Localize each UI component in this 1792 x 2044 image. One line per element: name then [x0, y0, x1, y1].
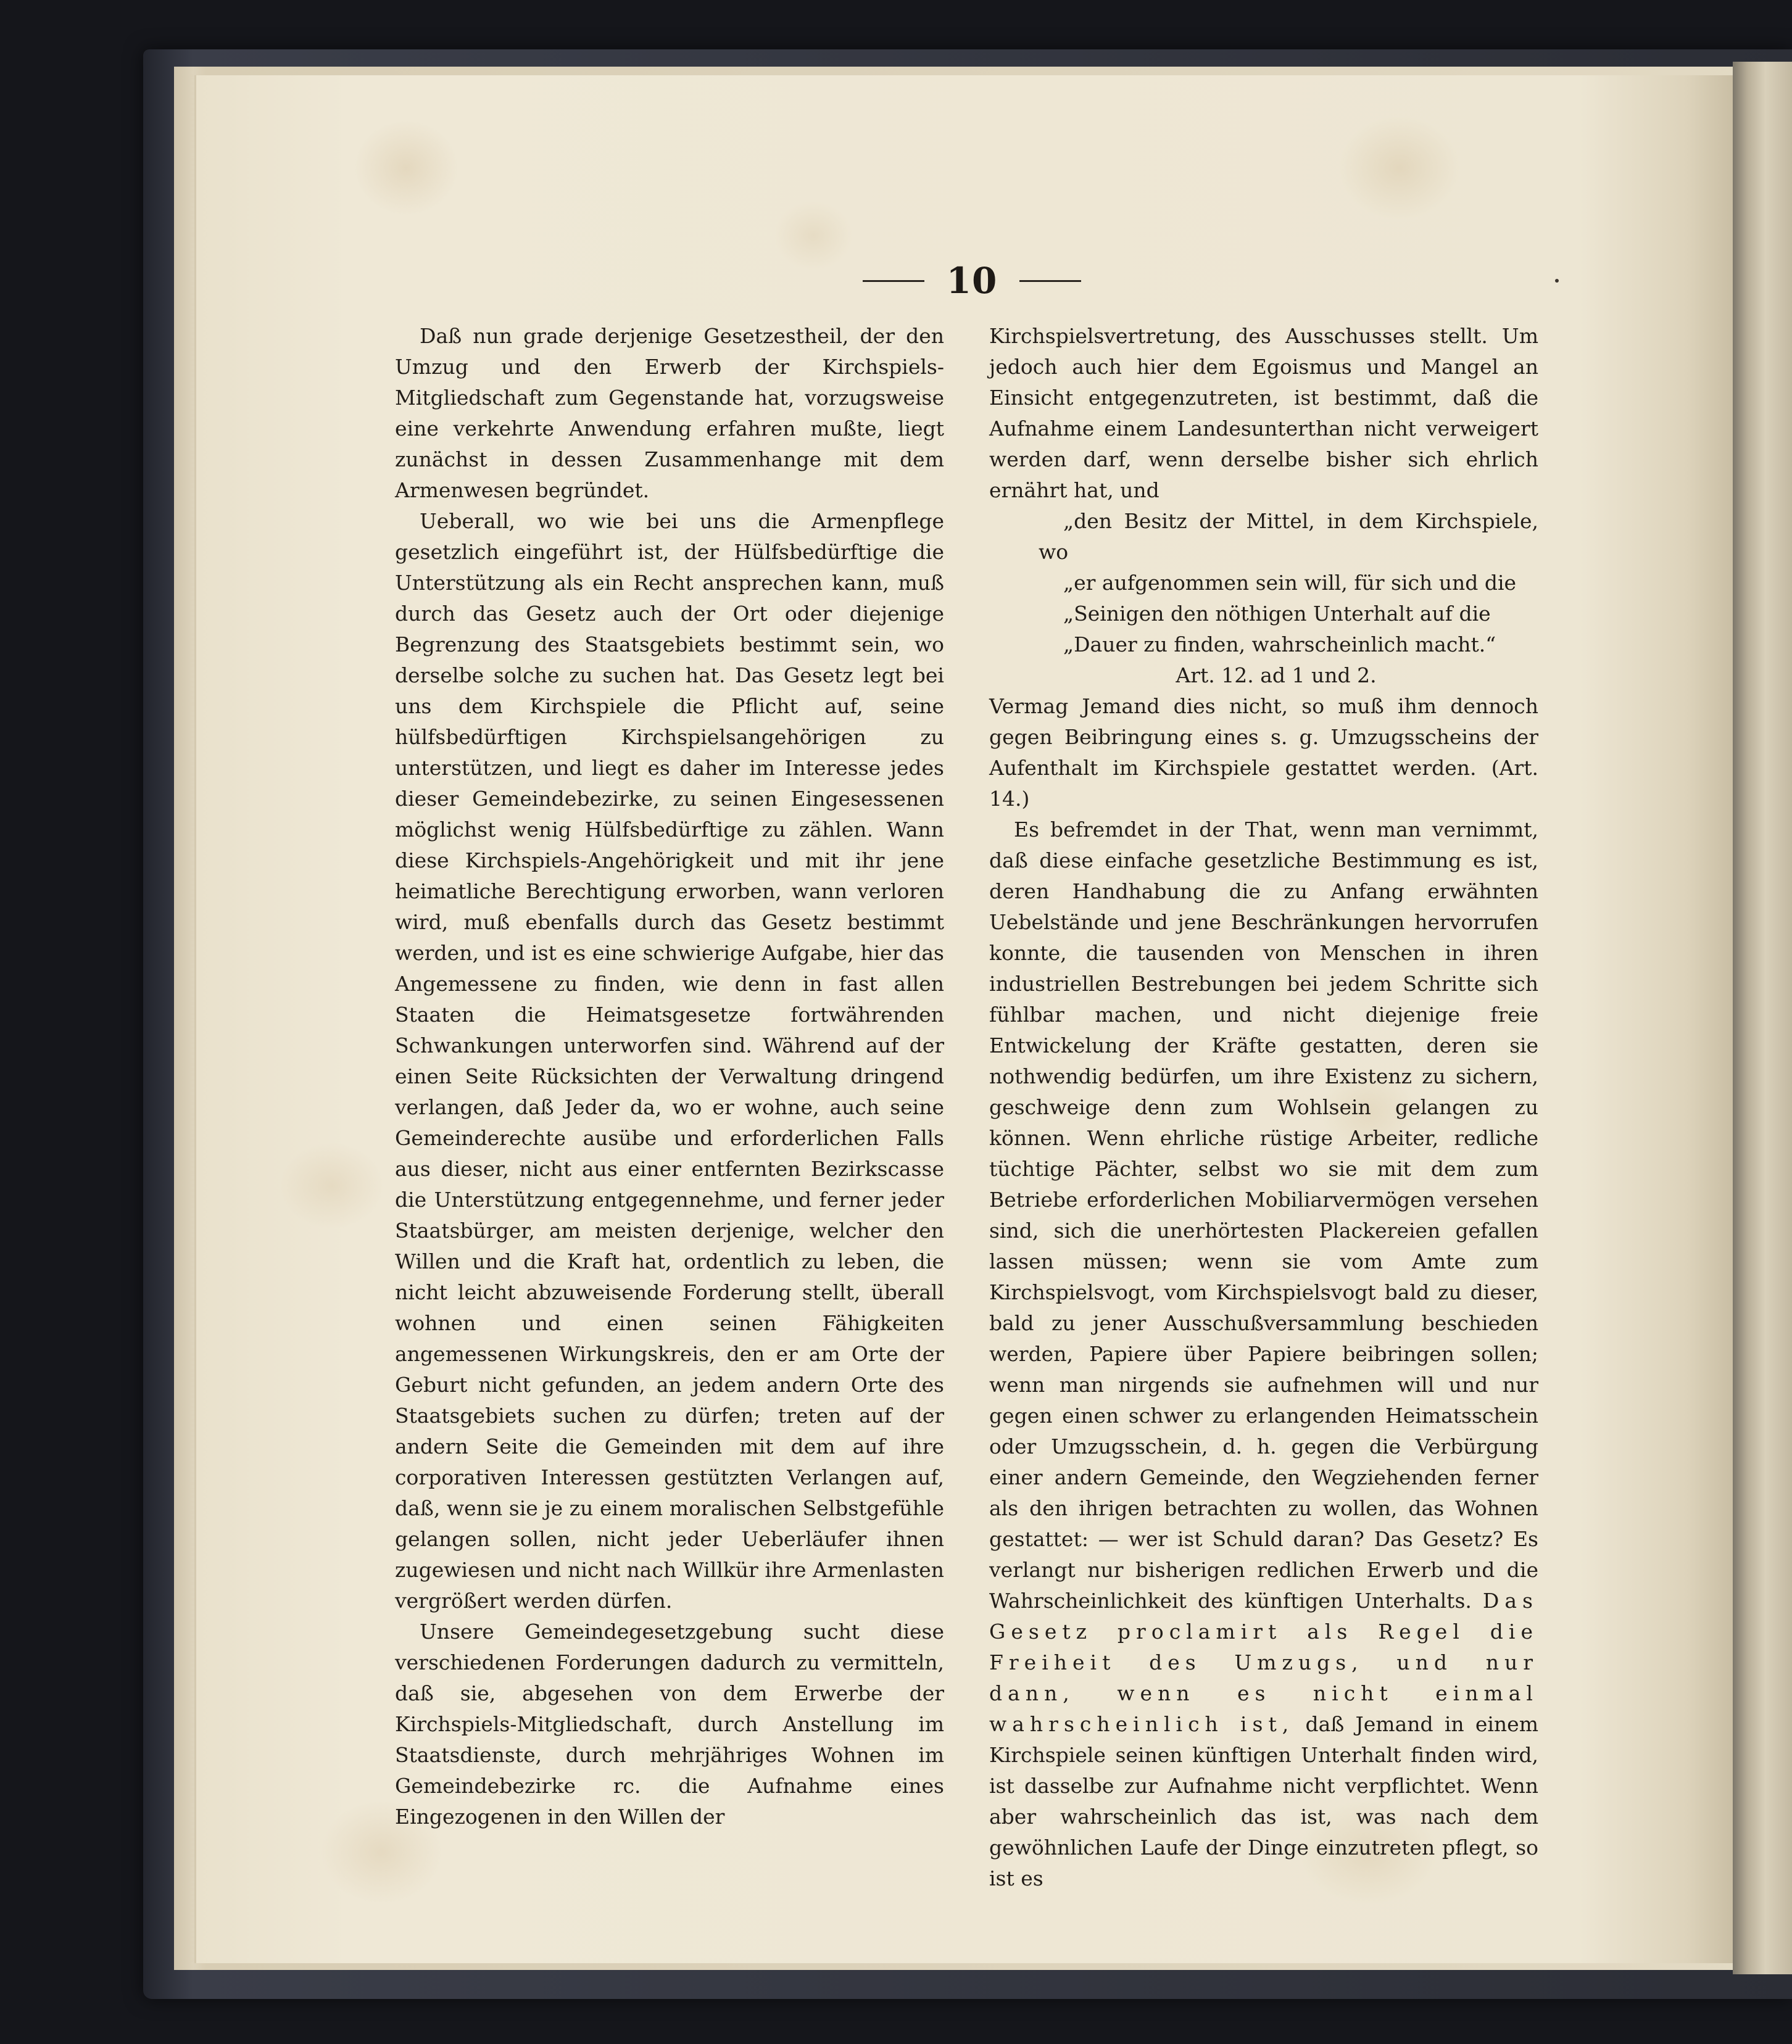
paragraph: Vermag Jemand dies nicht, so muß ihm dennoch gegen Beibringung eines s. g. Umzugsscheins der Aufenthalt im Kirchspiele gestattet werden. (Art. 14.) [989, 694, 1538, 811]
page-number: 10 [946, 260, 998, 302]
paragraph: Ueberall, wo wie bei uns die Armenpflege gesetzlich eingeführt ist, der Hülfsbedürftige die Unterstützung als ein Recht ansprechen kann, muß durch das Gesetz auch der Ort oder diejenige Begrenzung des Staatsgebiets bestimmt sein, wo derselbe solche zu suchen hat. Das Gesetz legt bei uns dem Kirchspiele die Pflicht auf, seine hülfsbedürftigen Kirchspielsangehörigen zu unterstützen, und liegt es daher im Interesse jedes dieser Gemeindebezirke, zu seinen Eingesessenen möglichst wenig Hülfsbedürftige zu zählen. Wann diese Kirchspiels-Angehörigkeit und mit ihr jene heimatliche Berechtigung erworben, wann verloren wird, muß ebenfalls durch das Gesetz bestimmt werden, und ist es eine schwierige Aufgabe, hier das Angemessene zu finden, wie denn in fast allen Staaten die Heimatsgesetze fortwährenden Schwankungen unterworfen sind. Während auf der einen Seite Rücksichten der Verwaltung dringend verlangen, daß Jeder da, wo er wohne, auch seine Gemeinderechte ausübe und erforderlichen Falls aus dieser, nicht aus einer entfernten Bezirkscasse die Unterstützung entgegennehme, und ferner jeder Staatsbürger, am meisten derjenige, welcher den Willen und die Kraft hat, ordentlich zu leben, die nicht leicht abzuweisende Forderung stellt, überall wohnen und einen seinen Fähigkeiten angemessenen Wirkungskreis, den er am Orte der Geburt nicht gefunden, an jedem andern Orte des Staatsgebiets suchen zu dürfen; treten auf der andern Seite die Gemeinden mit dem auf ihre corporativen Interessen gestützten Verlangen auf, daß, wenn sie je zu einem moralischen Selbstgefühle gelangen sollen, nicht jeder Ueberläufer ihnen zugewiesen und nicht nach Willkür ihre Armenlasten vergrößert werden dürfen. [395, 509, 944, 1613]
quote-line: „Dauer zu finden, wahrscheinlich macht.“ [1063, 632, 1496, 656]
article-reference: Art. 12. ad 1 und 2. [1176, 663, 1377, 687]
paragraph: Daß nun grade derjenige Gesetzestheil, der den Umzug und den Erwerb der Kirchspiels-Mitgliedschaft zum Gegenstande hat, vorzugsweise eine verkehrte Anwendung erfahren mußte, liegt zunächst in dessen Zusammenhange mit dem Armenwesen begründet. [395, 324, 944, 502]
paragraph: Unsere Gemeindegesetzgebung sucht diese verschiedenen Forderungen dadurch zu vermitteln, daß sie, abgesehen von dem Erwerbe der Kirchspiels-Mitgliedschaft, durch Anstellung im Staatsdienste, durch mehrjähriges Wohnen im Gemeindebezirke rc. die Aufnahme eines Eingezogenen in den Willen der [395, 1620, 944, 1829]
quote-line: „er aufgenommen sein will, für sich und die [1063, 571, 1517, 595]
paragraph-text: Es befremdet in der That, wenn man vernimmt, daß diese einfache gesetzliche Bestimmung es ist, deren Handhabung die zu Anfang erwähnten Uebelstände und jene Beschränkungen hervorrufen konnte, die tausenden von Menschen in ihren industriellen Bestrebungen bei jedem Schritte sich fühlbar machen, und nicht diejenige freie Entwickelung der Kräfte gestatten, deren sie nothwendig bedürfen, um ihre Existenz zu sichern, geschweige denn zum Wohlsein gelangen zu können. Wenn ehrliche rüstige Arbeiter, redliche tüchtige Pächter, selbst wo sie mit dem zum Betriebe erforderlichen Mobiliarvermögen versehen sind, sich die unerhörtesten Plackereien gefallen lassen müssen; wenn sie vom Amte zum Kirchspielsvogt, vom Kirchspielsvogt bald zu dieser, bald zu jener Ausschußversammlung beschieden werden, Papiere über Papiere beibringen sollen; wenn man nirgends sie aufnehmen will und nur gegen einen schwer zu erlangenden Heimatsschein oder Umzugsschein, d. h. gegen die Verbürgung einer andern Gemeinde, den Wegziehenden ferner als den ihrigen betrachten zu wollen, das Wohnen gestattet: — wer ist Schuld daran? Das Gesetz? Es verlangt nur bisherigen redlichen Erwerb und die Wahrscheinlichkeit des künftigen Unterhalts. [989, 817, 1538, 1613]
paragraph-text: daß Jemand in einem Kirchspiele seinen künftigen Unterhalt finden wird, ist dasselbe zur Aufnahme nicht verpflichtet. Wenn aber wahrscheinlich das ist, was nach dem gewöhnlichen Laufe der Dinge einzutreten pflegt, so ist es [989, 1712, 1538, 1890]
header-rule-right [1019, 280, 1081, 282]
page-header [827, 259, 1117, 302]
facing-page-edge [1733, 62, 1792, 1974]
paragraph [989, 814, 1538, 1894]
header-rule-left [863, 280, 924, 282]
text-column-left [395, 321, 944, 1832]
quote-line: „den Besitz der Mittel, in dem Kirchspiele, wo [1039, 509, 1538, 564]
text-column-right [989, 321, 1538, 1894]
quote-line: „Seinigen den nöthigen Unterhalt auf die [1063, 602, 1491, 626]
paragraph: Kirchspielsvertretung, des Ausschusses stellt. Um jedoch auch hier dem Egoismus und Mangel an Einsicht entgegenzutreten, ist bestimmt, daß die Aufnahme einem Landesunterthan nicht verweigert werden darf, wenn derselbe bisher sich ehrlich ernährt hat, und [989, 324, 1538, 502]
ink-speck [1555, 279, 1559, 283]
emphasized-text: Das Gesetz proclamirt als Regel die Freiheit des Umzugs, und nur dann, wenn es nicht einmal wahrscheinlich ist, [989, 1589, 1538, 1736]
